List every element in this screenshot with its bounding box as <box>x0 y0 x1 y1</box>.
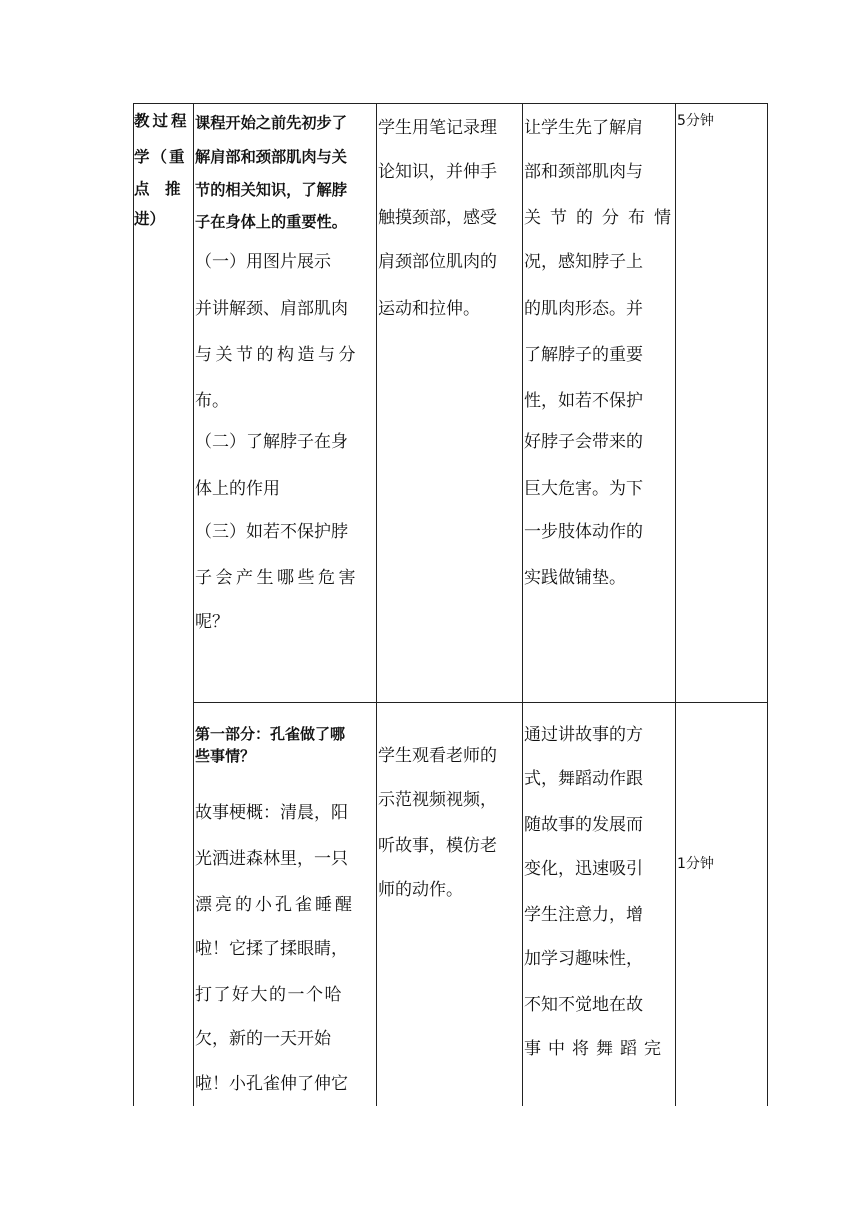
student-text-line: 肩颈部位肌肉的 <box>378 252 497 272</box>
teacher-text-line: （一）用图片展示 <box>195 252 331 272</box>
student-text-line: 运动和拉伸。 <box>378 299 480 319</box>
teacher-text-line: 课程开始之前先初步了 <box>195 114 347 132</box>
intent-text-line: 事中将舞蹈完 <box>524 1039 668 1059</box>
teacher-text-line: 啦！它揉了揉眼睛， <box>195 939 348 959</box>
intent-text-line: 部和颈部肌肉与 <box>524 162 643 182</box>
intent-text-line: 变化，迅速吸引 <box>524 859 643 879</box>
student-text-line: 触摸颈部，感受 <box>378 208 497 228</box>
teacher-text-line: 呢？ <box>195 612 229 632</box>
intent-text-line: 了解脖子的重要 <box>524 345 643 365</box>
intent-text-line: 式，舞蹈动作跟 <box>524 769 643 789</box>
teacher-text-line: 欠，新的一天开始 <box>195 1029 331 1049</box>
intent-text-line: 巨大危害。为下 <box>524 479 643 499</box>
teacher-text-line: 第一部分：孔雀做了哪 <box>195 725 346 743</box>
teacher-text-line: 与关节的构造与分 <box>195 345 359 365</box>
intent-text-line: 学生注意力，增 <box>524 905 643 925</box>
teacher-text-line: 啦！小孔雀伸了伸它 <box>195 1074 348 1094</box>
intent-text-line: 通过讲故事的方 <box>524 725 643 745</box>
teacher-text-line: 体上的作用 <box>195 479 280 499</box>
col-border-6 <box>767 103 768 1106</box>
intent-text-line: 好脖子会带来的 <box>524 432 643 452</box>
col-border-5 <box>675 103 676 1106</box>
row-divider <box>193 702 767 703</box>
teacher-text-line: 光洒进森林里，一只 <box>195 849 348 869</box>
teacher-text-line: （二）了解脖子在身 <box>195 432 348 452</box>
col-border-4 <box>522 103 523 1106</box>
teacher-text-line: （三）如若不保护脖 <box>195 522 348 542</box>
stage-label-line: 教过程 <box>134 112 190 130</box>
stage-label-line: 进） <box>134 210 166 228</box>
student-text-line: 示范视频视频， <box>378 790 497 810</box>
intent-text-line: 不知不觉地在故 <box>524 995 643 1015</box>
stage-label-line: 点 推 <box>134 180 181 198</box>
teacher-text-line: 子在身体上的重要性。 <box>195 213 347 231</box>
teacher-text-line: 并讲解颈、肩部肌肉 <box>195 299 348 319</box>
student-text-line: 师的动作。 <box>378 880 463 900</box>
student-text-line: 听故事，模仿老 <box>378 836 497 856</box>
intent-text-line: 随故事的发展而 <box>524 815 643 835</box>
col-border-1 <box>133 103 134 1106</box>
teacher-text-line: 故事梗概：清晨，阳 <box>195 803 348 823</box>
intent-text-line: 实践做铺垫。 <box>524 568 626 588</box>
intent-text-line: 一步肢体动作的 <box>524 522 643 542</box>
teacher-text-line: 节的相关知识，了解脖 <box>195 181 347 199</box>
student-text-line: 论知识，并伸手 <box>378 162 497 182</box>
teacher-text-line: 漂亮的小孔雀睡醒 <box>195 895 355 915</box>
intent-text-line: 性，如若不保护 <box>524 391 643 411</box>
student-text-line: 学生观看老师的 <box>378 746 497 766</box>
intent-text-line: 的肌肉形态。并 <box>524 299 643 319</box>
intent-text-line: 加学习趣味性， <box>524 949 643 969</box>
col-border-3 <box>376 103 377 1106</box>
intent-text-line: 况，感知脖子上 <box>524 252 643 272</box>
stage-label-line: 学（重 <box>134 148 187 166</box>
teacher-text-line: 打了好大的一个哈 <box>195 985 343 1005</box>
time-label-part1: 1分钟 <box>677 856 714 872</box>
teacher-text-line: 布。 <box>195 391 229 411</box>
student-text-line: 学生用笔记录理 <box>378 118 497 138</box>
time-label-intro: 5分钟 <box>677 113 714 129</box>
table-top-border <box>133 103 767 104</box>
intent-text-line: 让学生先了解肩 <box>524 118 643 138</box>
teacher-text-line: 些事情？ <box>195 747 256 765</box>
teacher-text-line: 子会产生哪些危害 <box>195 568 359 588</box>
intent-text-line: 关节的分布情 <box>524 208 680 228</box>
teacher-text-line: 解肩部和颈部肌肉与关 <box>195 148 347 166</box>
col-border-2 <box>193 103 194 1106</box>
